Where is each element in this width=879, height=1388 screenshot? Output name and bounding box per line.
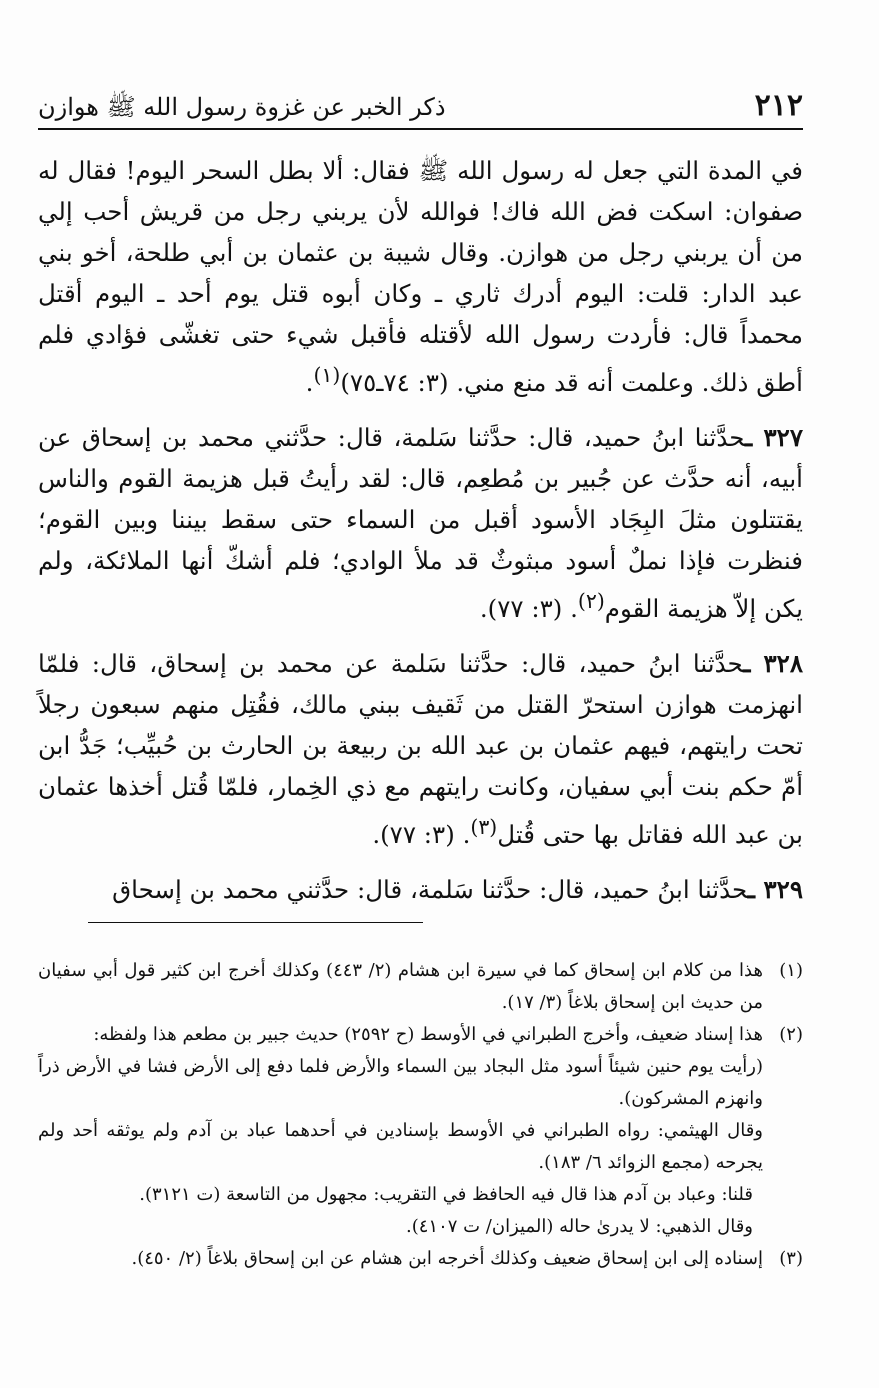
- paragraph-continuation: في المدة التي جعل له رسول الله ﷺ فقال: ألا بطل السحر اليوم! فقال له صفوان: اسكت فض الله فاك! فوالله لأن يربني رجل من قريش أحب إلي من أن يربني رجل من هوازن. وقال شيبة بن عثمان بن أبي طلحة، أخو بني عبد الدار: قلت: اليوم أدرك ثاري ـ وكان أبوه قتل يوم أحد ـ اليوم أقتل محمداً قال: فأردت رسول الله لأقتله فأقبل شيء حتى تغشّى فؤادي فلم أطق ذلك. وعلمت أنه قد منع مني. (٣: ٧٤ـ٧٥)$^{(١)}$.: [38, 156, 803, 398]
- footnote-text: هذا من كلام ابن إسحاق كما في سيرة ابن هشام (٢/ ٤٤٣) وكذلك أخرج ابن كثير قول أبي سفيان من حديث ابن إسحاق بلاغاً (٣/ ١٧).: [38, 960, 763, 1013]
- hadith-number: ٣٢٩ ـ: [747, 875, 803, 905]
- footnote-text: قلنا: وعباد بن آدم هذا قال فيه الحافظ في التقريب: مجهول من التاسعة (ت ٣١٢١).: [139, 1184, 753, 1205]
- hadith-citation: . (٣: ٧٧).: [479, 594, 578, 624]
- footnote-ref: (٢): [577, 589, 605, 614]
- footnote-text: هذا إسناد ضعيف، وأخرج الطبراني في الأوسط (ح ٢٥٩٢) حديث جبير بن مطعم هذا ولفظه:: [93, 1024, 763, 1045]
- paragraph-text: في المدة التي جعل له رسول الله ﷺ فقال: ألا بطل السحر اليوم! فقال له صفوان: اسكت فض الله فاك! فوالله لأن يربني رجل من قريش أحب إلي من أن يربني رجل من هوازن. وقال شيبة بن عثمان بن أبي طلحة، أخو بني عبد الدار: قلت: اليوم أدرك ثاري ـ وكان أبوه قتل يوم أحد ـ اليوم أقتل محمداً قال: فأردت رسول الله لأقتله فأقبل شيء حتى تغشّى فؤادي فلم أطق ذلك. وعلمت أنه قد منع مني. (٣: ٧٤ـ٧٥): [38, 156, 803, 398]
- footnote-number: (٣): [779, 1248, 803, 1269]
- footnote-ref: (٣): [470, 815, 498, 840]
- main-text: [38, 150, 803, 910]
- footnote-divider: [88, 922, 423, 923]
- footnote-2: [38, 1019, 803, 1243]
- footnote-quote: (رأيت يوم حنين شيئاً أسود مثل البجاد بين السماء والأرض فلما دفع إلى الأرض فشا في الأرض ذراً وانهزم المشركون).: [38, 1056, 763, 1109]
- hadith-citation: . (٣: ٧٧).: [372, 820, 471, 850]
- hadith-number: ٣٢٨ ـ: [743, 649, 803, 679]
- hadith-text: حدَّثنا ابنُ حميد، قال: حدَّثنا سَلمة، قال: حدَّثني محمد بن إسحاق: [112, 875, 748, 905]
- footnote-ref: (١): [313, 363, 341, 387]
- page-header: [38, 86, 803, 130]
- footnote-text: وقال الذهبي: لا يدرىٰ حاله (الميزان/ ت ٤١٠٧).: [405, 1216, 753, 1237]
- hadith-327: [38, 417, 803, 629]
- footnote-3: [38, 1243, 803, 1275]
- footnote-text: وقال الهيثمي: رواه الطبراني في الأوسط بإسنادين في أحدهما عباد بن آدم ولم يوثقه أحد ولم يجرحه (مجمع الزوائد ٦/ ١٨٣).: [38, 1120, 763, 1173]
- hadith-329: [38, 869, 803, 910]
- hadith-number: ٣٢٧ ـ: [745, 423, 803, 453]
- footnotes: [38, 955, 803, 1275]
- hadith-328: [38, 643, 803, 855]
- hadith-text: حدَّثنا ابنُ حميد، قال: حدَّثنا سَلمة، قال: حدَّثني محمد بن إسحاق عن أبيه، أنه حدَّث عن جُبير بن مُطعِم، قال: لقد رأيتُ قبل هزيمة القوم والناس يقتتلون مثلَ البِجَاد الأسود أقبل من السماء حتى سقط بيننا وبين القوم؛ فنظرت فإذا نملٌ أسود مبثوثٌ قد ملأ الوادي؛ فلم أشكّ أنها الملائكة، ولم يكن إلاّ هزيمة القوم: [38, 423, 803, 624]
- hadith-text: حدَّثنا ابنُ حميد، قال: حدَّثنا سَلمة عن محمد بن إسحاق، قال: فلمّا انهزمت هوازن استحرّ القتل من ثَقيف ببني مالك، فقُتِل منهم سبعون رجلاً تحت رايتهم، فيهم عثمان بن عبد الله بن ربيعة بن الحارث بن حُبيِّب؛ جَدُّ ابن أمّ حكم بنت أبي سفيان، وكانت رايتهم مع ذي الخِمار، فلمّا قُتل أخذها عثمان بن عبد الله فقاتل بها حتى قُتل: [38, 649, 803, 850]
- running-title: ذكر الخبر عن غزوة رسول الله ﷺ هوازن: [38, 93, 446, 121]
- footnote-1: [38, 955, 803, 1019]
- footnote-text: إسناده إلى ابن إسحاق ضعيف وكذلك أخرجه ابن هشام عن ابن إسحاق بلاغاً (٢/ ٤٥٠).: [131, 1248, 763, 1269]
- page-number: ٢١٢: [754, 88, 803, 123]
- footnote-number: (٢): [779, 1024, 803, 1045]
- footnote-number: (١): [779, 960, 803, 981]
